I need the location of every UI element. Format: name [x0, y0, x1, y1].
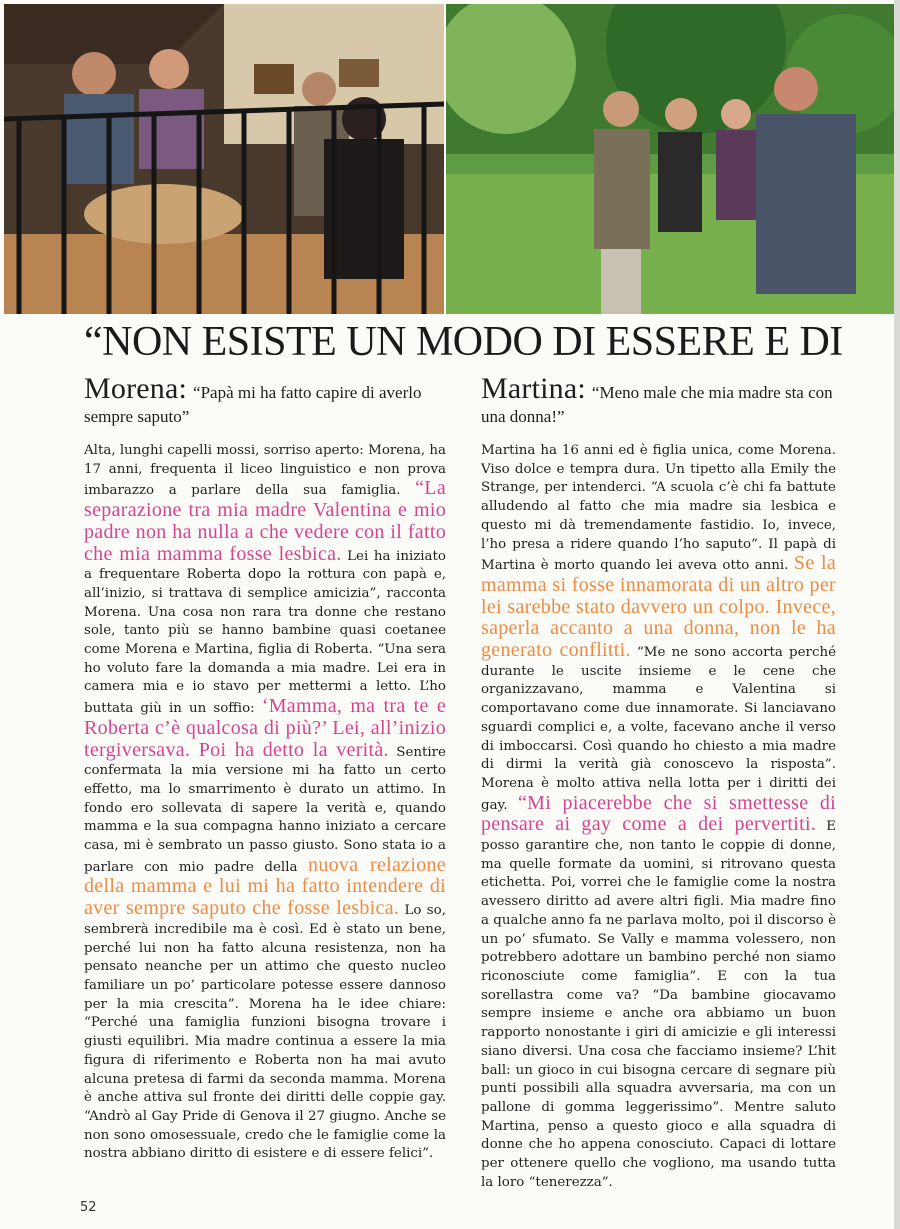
- page-number: 52: [80, 1200, 97, 1215]
- body-text: Sentire confermata la mia versione mi ha fatto un certo effetto, ma lo smarrimento è durato un attimo. In fondo ero sollevata di sapere la verità e, quando mamma e la sua compagna hanno iniziato a cercare casa, mi è sembrato un passo giusto. Sono stata io a parlare con mio padre della: [84, 744, 446, 875]
- pull-quote: “La separazione tra mia madre Valentina e mio padre non ha nulla a che vedere con il fatto che mia mamma fosse lesbica.: [84, 477, 446, 565]
- garden-scene-illustration: [446, 4, 896, 314]
- section-heading-morena: [84, 372, 446, 428]
- photo-interior-family: [4, 4, 444, 314]
- body-text: E posso garantire che, non tanto le coppie di donne, ma quelle formate da uomini, si ritrovano questa etichetta. Poi, vorrei che le famiglie come la nostra avessero diritto ad avere altri figli. Mia madre fino a qualche anno fa ne parlava molto, poi il discorso è un po’ sfumato. Se Vally e mamma volessero, non potrebbero adottare un bambino perché non siamo riconosciute come famiglia”. E con la tua sorellastra come va? “Da bambine giocavamo sempre insieme e anche ora abbiamo un buon rapporto nonostante i giri di amicizie e gli interessi siano diversi. Una cosa che facciamo insieme? L’hit ball: un gioco in cui bisogna cercare di segnare più punti possibili alla squadra avversaria, ma con un pallone di gomma leggerissimo”. Mentre saluto Martina, penso a questo gioco e alla squadra di donne che ho appena conosciuto. Capaci di lottare per ottenere quello che vogliono, ma usando tutta la loro “tenerezza”.: [481, 819, 836, 1190]
- pull-quote: “Mi piacerebbe che si smettesse di pensare ai gay come a dei pervertiti.: [481, 791, 836, 836]
- body-text: Alta, lunghi capelli mossi, sorriso aperto: Morena, ha 17 anni, frequenta il liceo linguistico e non prova imbarazzo a parlare della sua famiglia.: [84, 443, 446, 499]
- heading-quote: “Papà mi ha fatto capire di averlo sempre saputo”: [84, 383, 422, 426]
- heading-quote: “Meno male che mia madre sta con una donna!”: [481, 383, 833, 426]
- article-headline: “NON ESISTE UN MODO DI ESSERE E DI: [84, 319, 843, 365]
- photo-garden-group: [446, 4, 896, 314]
- article-body-morena: [84, 442, 446, 1164]
- pull-quote: Se la mamma si fosse innamorata di un altro per lei sarebbe stato davvero un colpo. Invece, saperla accanto a una donna, non le ha generato conflitti.: [481, 552, 836, 662]
- heading-name: Martina:: [481, 372, 586, 405]
- pull-quote: ‘Mamma, ma tra te e Roberta c’è qualcosa di più?’ Lei, all’inizio tergiversava. Poi ha detto la verità.: [84, 695, 446, 761]
- column-morena: [84, 372, 446, 1164]
- section-heading-martina: [481, 372, 836, 428]
- body-text: Lo so, sembrerà incredibile ma è così. Ed è stato un bene, perché lui non ha fatto alcuna resistenza, non ha pensato neanche per un attimo che questo nucleo familiare un po’ particolare potesse essere dannoso per la mia crescita”. Morena ha le idee chiare: “Perché una famiglia funzioni bisogna trovare i giusti equilibri. Mia madre continua a essere la mia figura di riferimento e Roberta non ha mai avuto alcuna pretesa di farmi da seconda mamma. Morena è anche attiva sul fronte dei diritti delle coppie gay. “Andrò al Gay Pride di Genova il 27 giugno. Anche se non sono omosessuale, credo che le famiglie come la nostra abbiano diritto di esistere e di essere felici”.: [84, 903, 446, 1162]
- photo-strip: [0, 0, 900, 316]
- column-martina: [481, 372, 836, 1192]
- article-body-martina: [481, 442, 836, 1192]
- body-text: Lei ha iniziato a frequentare Roberta dopo la rottura con papà e, all’inizio, si trattava di semplice amicizia”, racconta Morena. Una cosa non rara tra donne che restano sole, tanto più se hanno bambine quasi coetanee come Morena e Martina, figlia di Roberta. “Una sera ho voluto fare la domanda a mia madre. Lei era in camera mia e io stavo per mettermi a letto. L’ho buttata giù in un soffio:: [84, 548, 446, 717]
- body-text: Martina ha 16 anni ed è figlia unica, come Morena. Viso dolce e tempra dura. Un tipetto alla Emily the Strange, per intenderci. “A scuola c’è chi fa battute alludendo al fatto che mia madre sia lesbica e questo mi dà tremendamente fastidio. Io, invece, l’ho presa a ridere quando l’ho saputo”. Il papà di Martina è morto quando lei aveva otto anni.: [481, 443, 836, 574]
- interior-scene-illustration: [4, 4, 444, 314]
- heading-name: Morena:: [84, 372, 188, 405]
- body-text: “Me ne sono accorta perché durante le uscite insieme e le cene che organizzavano, mamma e Valentina si comportavano come due innamorate. Si lanciavano sguardi complici e, a volte, facevano anche il verso di imboccarsi. Così quando ho chiesto a mia madre di dirmi la verità già conoscevo la risposta”. Morena è molto attiva nella lotta per i diritti dei gay.: [481, 645, 836, 813]
- page-edge-shadow: [894, 0, 900, 1229]
- pull-quote: nuova relazione della mamma e lui mi ha fatto intendere di aver sempre saputo che fosse lesbica.: [84, 853, 446, 920]
